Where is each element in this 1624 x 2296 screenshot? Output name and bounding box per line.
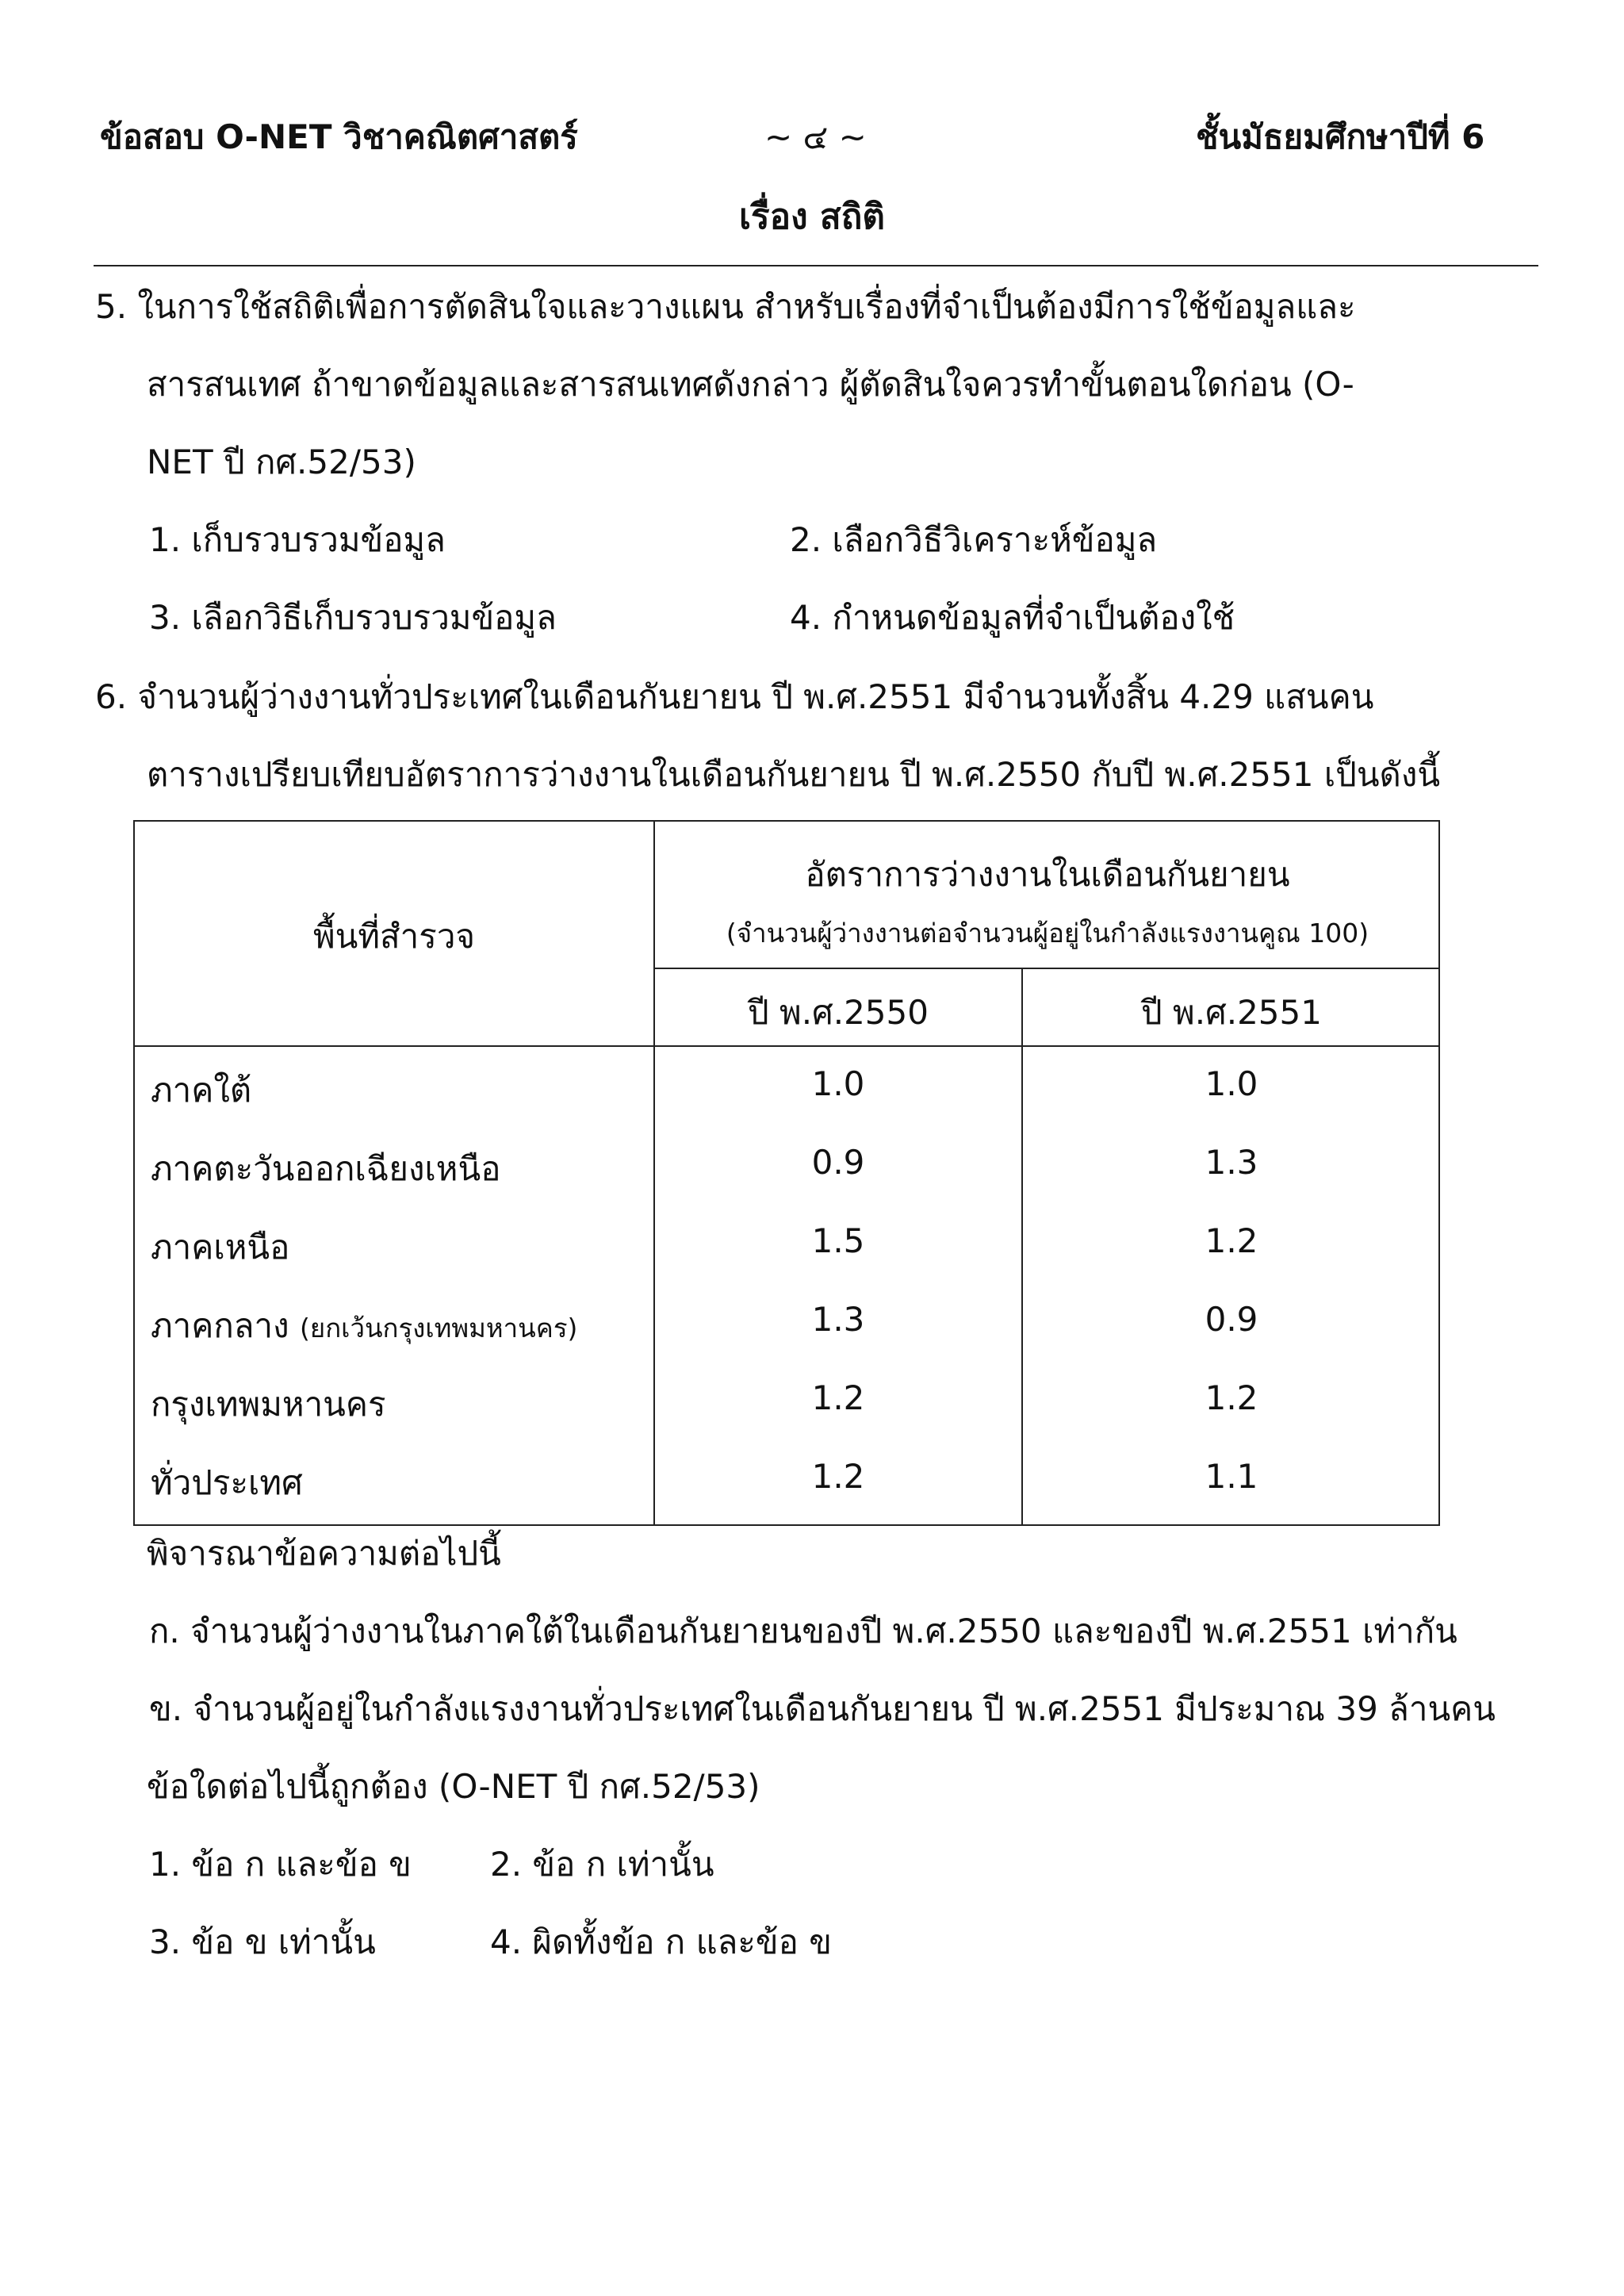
row-value-2551: 1.1 [1205, 1457, 1258, 1496]
q5-choice-3: 3. เลือกวิธีเก็บรวบรวมข้อมูล [149, 598, 557, 637]
row-value-2550: 1.0 [811, 1064, 865, 1103]
q5-choice-4: 4. กำหนดข้อมูลที่จำเป็นต้องใช้ [790, 598, 1235, 637]
header-grade: ชั้นมัธยมศึกษาปีที่ 6 [1196, 117, 1485, 156]
row-area: ภาคเหนือ [151, 1228, 290, 1267]
q6-choice-1: 1. ข้อ ก และข้อ ข [149, 1845, 412, 1884]
q6-line-1: 6. จำนวนผู้ว่างงานทั่วประเทศในเดือนกันยายน ปี พ.ศ.2551 มีจำนวนทั้งสิ้น 4.29 แสนคน [95, 677, 1374, 716]
statement-kho: ข. จำนวนผู้อยู่ในกำลังแรงงานทั่วประเทศในเดือนกันยายน ปี พ.ศ.2551 มีประมาณ 39 ล้านคน [149, 1689, 1496, 1728]
row-value-2550: 1.2 [811, 1457, 865, 1496]
row-area: ภาคใต้ [151, 1071, 252, 1110]
statement-ko: ก. จำนวนผู้ว่างงานในภาคใต้ในเดือนกันยายนของปี พ.ศ.2550 และของปี พ.ศ.2551 เท่ากัน [149, 1612, 1457, 1650]
row-value-2551: 1.0 [1205, 1064, 1258, 1103]
area-header: พื้นที่สำรวจ [312, 917, 476, 956]
year-header-2550: ปี พ.ศ.2550 [748, 993, 929, 1032]
row-area: ภาคตะวันออกเฉียงเหนือ [151, 1149, 501, 1188]
topic-title: เรื่อง สถิติ [739, 197, 885, 237]
row-value-2550: 1.3 [811, 1300, 865, 1339]
row-area-name: ภาคกลาง [151, 1306, 289, 1345]
q6-question: ข้อใดต่อไปนี้ถูกต้อง (O-NET ปี กศ.52/53) [147, 1767, 760, 1806]
header-divider [94, 265, 1538, 266]
header-subject: ข้อสอบ O-NET วิชาคณิตศาสตร์ [100, 117, 578, 156]
row-area: ทั่วประเทศ [151, 1463, 303, 1502]
row-value-2551: 1.3 [1205, 1143, 1258, 1182]
q6-line-2: ตารางเปรียบเทียบอัตราการว่างงานในเดือนกันยายน ปี พ.ศ.2550 กับปี พ.ศ.2551 เป็นดังนี้ [147, 755, 1441, 794]
q5-choice-1: 1. เก็บรวบรวมข้อมูล [149, 520, 446, 559]
rate-subheader: (จำนวนผู้ว่างงานต่อจำนวนผู้อยู่ในกำลังแรงงานคูณ 100) [726, 918, 1369, 949]
unemployment-table [133, 820, 1440, 1526]
row-area-note: (ยกเว้นกรุงเทพมหานคร) [299, 1313, 578, 1343]
table-subheader-divider [653, 968, 1438, 969]
row-value-2550: 1.5 [811, 1221, 865, 1260]
row-area [151, 1300, 577, 1352]
row-value-2550: 1.2 [811, 1378, 865, 1417]
year-header-2551: ปี พ.ศ.2551 [1141, 993, 1322, 1032]
q6-choice-4: 4. ผิดทั้งข้อ ก และข้อ ข [490, 1922, 832, 1961]
q5-line-1: 5. ในการใช้สถิติเพื่อการตัดสินใจและวางแผน สำหรับเรื่องที่จำเป็นต้องมีการใช้ข้อมูลและ [95, 287, 1356, 326]
rate-header: อัตราการว่างงานในเดือนกันยายน [805, 855, 1290, 894]
q5-line-3: NET ปี กศ.52/53) [147, 443, 416, 481]
row-value-2551: 1.2 [1205, 1378, 1258, 1417]
row-value-2551: 1.2 [1205, 1221, 1258, 1260]
q5-choice-2: 2. เลือกวิธีวิเคราะห์ข้อมูล [790, 520, 1158, 559]
table-header-divider [135, 1045, 1438, 1047]
row-value-2551: 0.9 [1205, 1300, 1258, 1339]
q5-line-2: สารสนเทศ ถ้าขาดข้อมูลและสารสนเทศดังกล่าว ผู้ตัดสินใจควรทำขั้นตอนใดก่อน (O- [147, 365, 1354, 404]
row-value-2550: 0.9 [811, 1143, 865, 1182]
q6-choice-2: 2. ข้อ ก เท่านั้น [490, 1845, 714, 1884]
row-area: กรุงเทพมหานคร [151, 1385, 386, 1424]
consider-label: พิจารณาข้อความต่อไปนี้ [147, 1534, 501, 1573]
q6-choice-3: 3. ข้อ ข เท่านั้น [149, 1922, 376, 1961]
page-number: ~ ๔ ~ [764, 117, 867, 156]
